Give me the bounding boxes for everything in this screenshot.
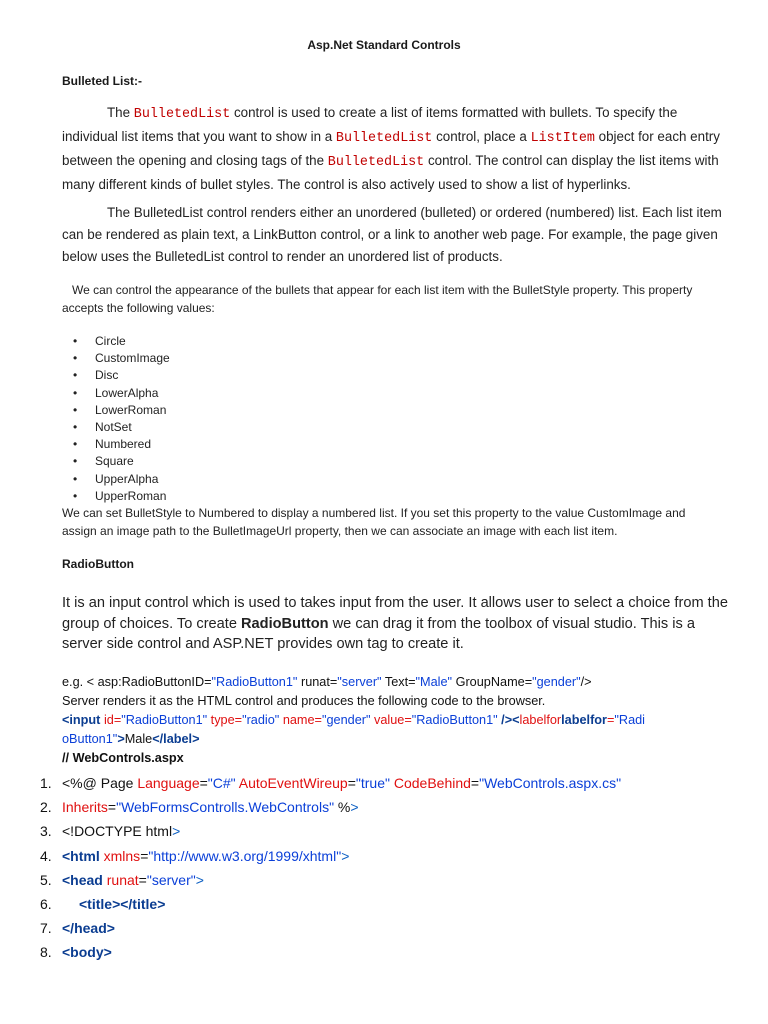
- line-number: 5.: [40, 871, 52, 888]
- code-line: [20, 916, 621, 940]
- code-token: =: [199, 775, 208, 791]
- code-token: "http://www.w3.org/1999/xhtml": [148, 847, 342, 864]
- code-token: Language: [137, 775, 200, 791]
- code-token: </head>: [62, 920, 115, 937]
- list-item: • UpperAlpha: [62, 471, 170, 488]
- code-line: [20, 940, 621, 964]
- bulleted-list-paragraph-2: [62, 202, 722, 268]
- list-item: • NotSet: [62, 419, 170, 436]
- code-token: oButton1": [62, 732, 118, 746]
- list-item: • UpperRoman: [62, 488, 170, 505]
- code-token: "Radi: [614, 713, 646, 727]
- code-token: </label>: [152, 732, 200, 746]
- code-token: Inherits: [62, 799, 108, 816]
- code-token: "radio": [242, 713, 280, 727]
- code-token: =: [470, 775, 480, 791]
- server-render-line: Server renders it as the HTML control and produces the following code to the browser.: [62, 694, 546, 708]
- code-term: BulletedList: [335, 131, 433, 146]
- code-token: <head: [62, 871, 103, 888]
- code-token: =: [138, 871, 147, 888]
- code-line: [20, 844, 621, 868]
- file-comment: // WebControls.aspx: [62, 751, 184, 765]
- list-item: • CustomImage: [62, 350, 170, 367]
- text-run: control. The control can display the list items with many different kinds of bullet styles. The control is also actively used to show a list of hyperlinks.: [62, 153, 719, 192]
- code-token: <body>: [62, 944, 112, 961]
- text-run: The BulletedList control renders either an unordered (bulleted) or ordered (numbered) list. Each list item can be rendered as plain text, a LinkButton control, or a link to another web page. For example, the page given below uses the BulletedList control to render an unordered list of products.: [62, 205, 722, 264]
- bullet-style-list: [62, 333, 170, 505]
- list-item: • LowerAlpha: [62, 385, 170, 402]
- text-run: We can control the appearance of the bullets that appear for each list item with the BulletStyle property. This property accepts the following values:: [62, 283, 693, 315]
- line-number: 3.: [40, 823, 52, 840]
- line-number: 8.: [40, 944, 52, 961]
- line-number: 2.: [40, 799, 52, 816]
- list-item: • Circle: [62, 333, 170, 350]
- code-listing: [20, 771, 621, 965]
- code-token: />: [580, 675, 592, 689]
- code-token: >: [117, 732, 125, 746]
- code-token: "WebControls.aspx.cs": [479, 775, 622, 791]
- code-token: =: [140, 847, 149, 864]
- code-token: "RadioButton1": [211, 675, 298, 689]
- list-item: • Numbered: [62, 436, 170, 453]
- code-token: value=: [370, 713, 412, 727]
- code-token: <!DOCTYPE html: [62, 823, 173, 840]
- code-token: labelfor: [519, 713, 562, 727]
- code-token: =: [606, 713, 615, 727]
- text-run: The: [107, 105, 134, 120]
- code-line: [20, 795, 621, 819]
- bulleted-list-heading: Bulleted List:-: [62, 74, 142, 88]
- code-token: <title></title>: [79, 896, 166, 913]
- code-line: [20, 819, 621, 843]
- code-token: "server": [337, 675, 382, 689]
- bulleted-list-paragraph-4: We can set BulletStyle to Numbered to display a numbered list. If you set this property to the value CustomImage and assign an image path to the BulletImageUrl property, then we can associate an image with each list item.: [62, 506, 686, 538]
- code-term: ListItem: [530, 131, 595, 146]
- code-token: <input: [62, 713, 101, 727]
- code-line: [20, 892, 621, 916]
- code-token: =: [107, 799, 117, 816]
- code-token: "RadioButton1": [121, 713, 208, 727]
- code-token: Male: [124, 732, 153, 746]
- code-token: "Male": [415, 675, 453, 689]
- text-run: It is an input control which is used to takes input from the user. It allows user to select a choice from the group of choices. To create: [62, 595, 728, 632]
- code-token: Text=: [381, 675, 416, 689]
- code-token: id=: [100, 713, 122, 727]
- code-token: "C#": [207, 775, 236, 791]
- code-token: "gender": [532, 675, 581, 689]
- bold-term: RadioButton: [241, 615, 329, 632]
- line-number: 7.: [40, 920, 52, 937]
- code-token: <html: [62, 847, 100, 864]
- page-title: Asp.Net Standard Controls: [307, 38, 461, 52]
- code-line: [20, 868, 621, 892]
- code-line: [20, 771, 621, 795]
- code-token: GroupName=: [452, 675, 533, 689]
- text-run: object for each entry between the opening and closing tags of the: [62, 129, 720, 168]
- code-token: /><: [497, 713, 520, 727]
- code-token: "RadioButton1": [411, 713, 498, 727]
- code-token: >: [172, 823, 181, 840]
- code-term: BulletedList: [133, 107, 231, 122]
- code-token: xmlns: [99, 847, 141, 864]
- radiobutton-paragraph: [62, 593, 732, 655]
- list-item: • LowerRoman: [62, 402, 170, 419]
- line-number: 4.: [40, 847, 52, 864]
- code-token: >: [350, 799, 359, 816]
- code-token: CodeBehind: [389, 775, 471, 791]
- code-token: >: [195, 871, 204, 888]
- example-asp-tag: [62, 673, 732, 692]
- text-run: control is used to create a list of items formatted with bullets. To specify the individual list items that you want to show in a: [62, 105, 678, 144]
- code-token: "server": [146, 871, 196, 888]
- rendered-html-snippet: [62, 711, 732, 749]
- code-term: BulletedList: [327, 155, 425, 170]
- code-token: >: [341, 847, 350, 864]
- line-number: 6.: [40, 896, 52, 913]
- code-token: =: [347, 775, 356, 791]
- code-token: "gender": [321, 713, 371, 727]
- line-number: 1.: [40, 775, 52, 791]
- bulleted-list-paragraph-1: [62, 102, 722, 196]
- code-token: AutoEventWireup: [235, 775, 348, 791]
- radiobutton-heading: RadioButton: [62, 557, 134, 571]
- bulleted-list-paragraph-3: [62, 282, 722, 317]
- code-token: type=: [207, 713, 243, 727]
- code-token: runat=: [297, 675, 338, 689]
- list-item: • Disc: [62, 367, 170, 384]
- code-token: e.g. < asp:RadioButtonID=: [62, 675, 212, 689]
- code-token: labelfor: [561, 713, 607, 727]
- code-token: <%@ Page: [62, 775, 138, 791]
- code-token: "true": [355, 775, 390, 791]
- text-run: we can drag it from the toolbox of visual studio. This is a server side control and ASP.NET provides own tag to create it.: [62, 615, 695, 652]
- code-token: %: [334, 799, 351, 816]
- text-run: control, place a: [432, 129, 531, 144]
- list-item: • Square: [62, 453, 170, 470]
- code-token: runat: [102, 871, 139, 888]
- code-token: name=: [279, 713, 322, 727]
- code-token: "WebFormsControlls.WebControls": [116, 799, 335, 816]
